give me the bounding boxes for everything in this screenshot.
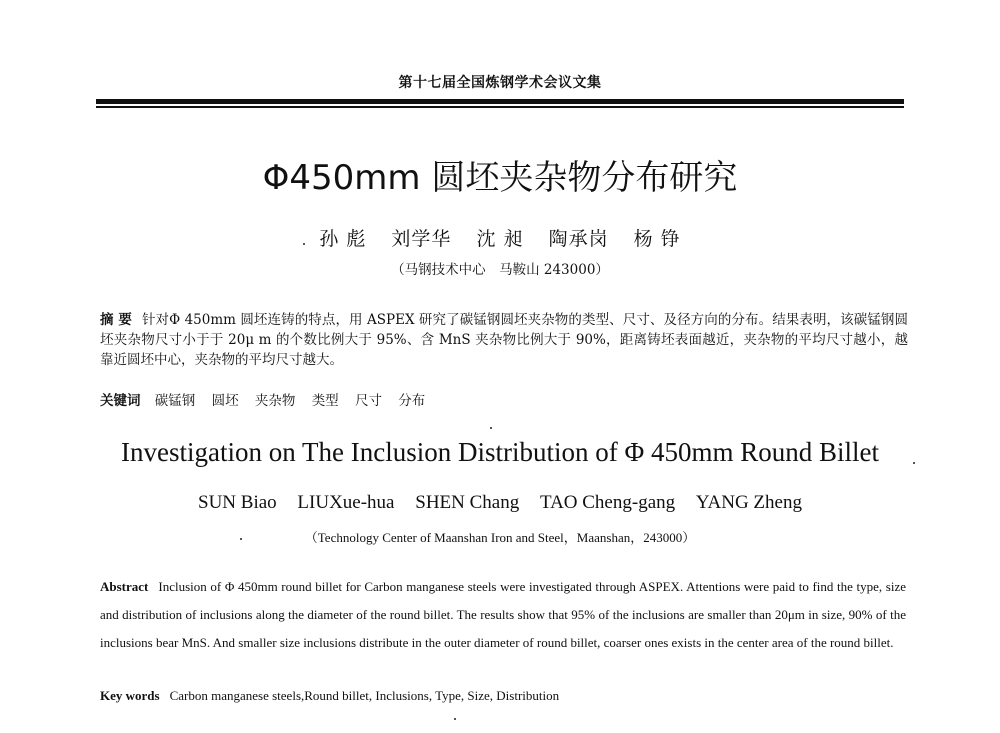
scan-speck: [303, 243, 305, 245]
cn-keyword: 碳锰钢: [154, 393, 196, 409]
en-author: YANG Zheng: [695, 492, 802, 513]
en-author: LIUXue-hua: [297, 492, 395, 513]
cn-keyword: 分布: [398, 393, 426, 409]
scan-speck: [240, 538, 242, 540]
cn-author: 杨 铮: [633, 228, 681, 250]
en-abstract-label: Abstract: [100, 579, 149, 594]
cn-keyword: 尺寸: [354, 393, 382, 409]
cn-abstract: [100, 310, 908, 370]
en-author: SUN Biao: [198, 492, 277, 513]
en-abstract-text: Inclusion of Φ 450mm round billet for Carbon manganese steels were investigated through ASPEX. Attentions were paid to find the type, size and distribution of inclusions along the diameter of the round billet. The results show that 95% of the inclusions are smaller than 20μm in size, 90% of the inclusions bear MnS. And smaller size inclusions distribute in the outer diameter of round billet, coarser ones exists in the center area of the round billet.: [100, 579, 906, 650]
en-author: SHEN Chang: [415, 492, 520, 513]
en-keywords: [100, 682, 906, 710]
en-keywords-label: Key words: [100, 688, 160, 703]
cn-author: 陶承岗: [548, 228, 609, 250]
scan-speck: [913, 462, 915, 464]
cn-keywords: [100, 391, 908, 411]
running-head: 第十七届全国炼钢学术会议文集: [398, 75, 602, 91]
cn-affiliation: （马钢技术中心 马鞍山 243000）: [391, 262, 609, 278]
en-title: Investigation on The Inclusion Distribution of Φ 450mm Round Billet: [121, 437, 879, 467]
cn-abstract-label: 摘 要: [100, 312, 132, 328]
header-rule-thick: [96, 99, 904, 104]
cn-keywords-label: 关键词: [100, 393, 141, 409]
cn-keyword: 夹杂物: [254, 393, 296, 409]
en-authors: [0, 492, 1000, 514]
en-keywords-text: Carbon manganese steels,Round billet, Inclusions, Type, Size, Distribution: [169, 688, 560, 703]
cn-keyword: 圆坯: [211, 393, 239, 409]
scan-speck: [454, 718, 456, 720]
cn-author: 刘学华: [391, 228, 452, 250]
scan-speck: [490, 427, 492, 429]
cn-abstract-text: 针对Φ 450mm 圆坯连铸的特点，用 ASPEX 研究了碳锰钢圆坯夹杂物的类型、尺寸、及径方向的分布。结果表明，该碳锰钢圆坯夹杂物尺寸小于于 20μ m 的个数比例大于 95%、含 MnS 夹杂物比例大于 90%，距离铸坯表面越近，夹杂物的平均尺寸越小，越靠近圆坯中心，夹杂物的平均尺寸越大。: [100, 312, 908, 368]
en-author: TAO Cheng-gang: [539, 492, 676, 513]
cn-authors: [0, 224, 1000, 251]
cn-keyword: 类型: [311, 393, 339, 409]
en-abstract: [100, 573, 906, 657]
cn-title: Φ450mm 圆坯夹杂物分布研究: [262, 158, 738, 198]
cn-author: 孙 彪: [319, 228, 367, 250]
header-rule-thin: [96, 106, 904, 108]
en-affiliation: （Technology Center of Maanshan Iron and Steel，Maanshan，243000）: [304, 530, 696, 545]
cn-author: 沈 昶: [476, 228, 524, 250]
